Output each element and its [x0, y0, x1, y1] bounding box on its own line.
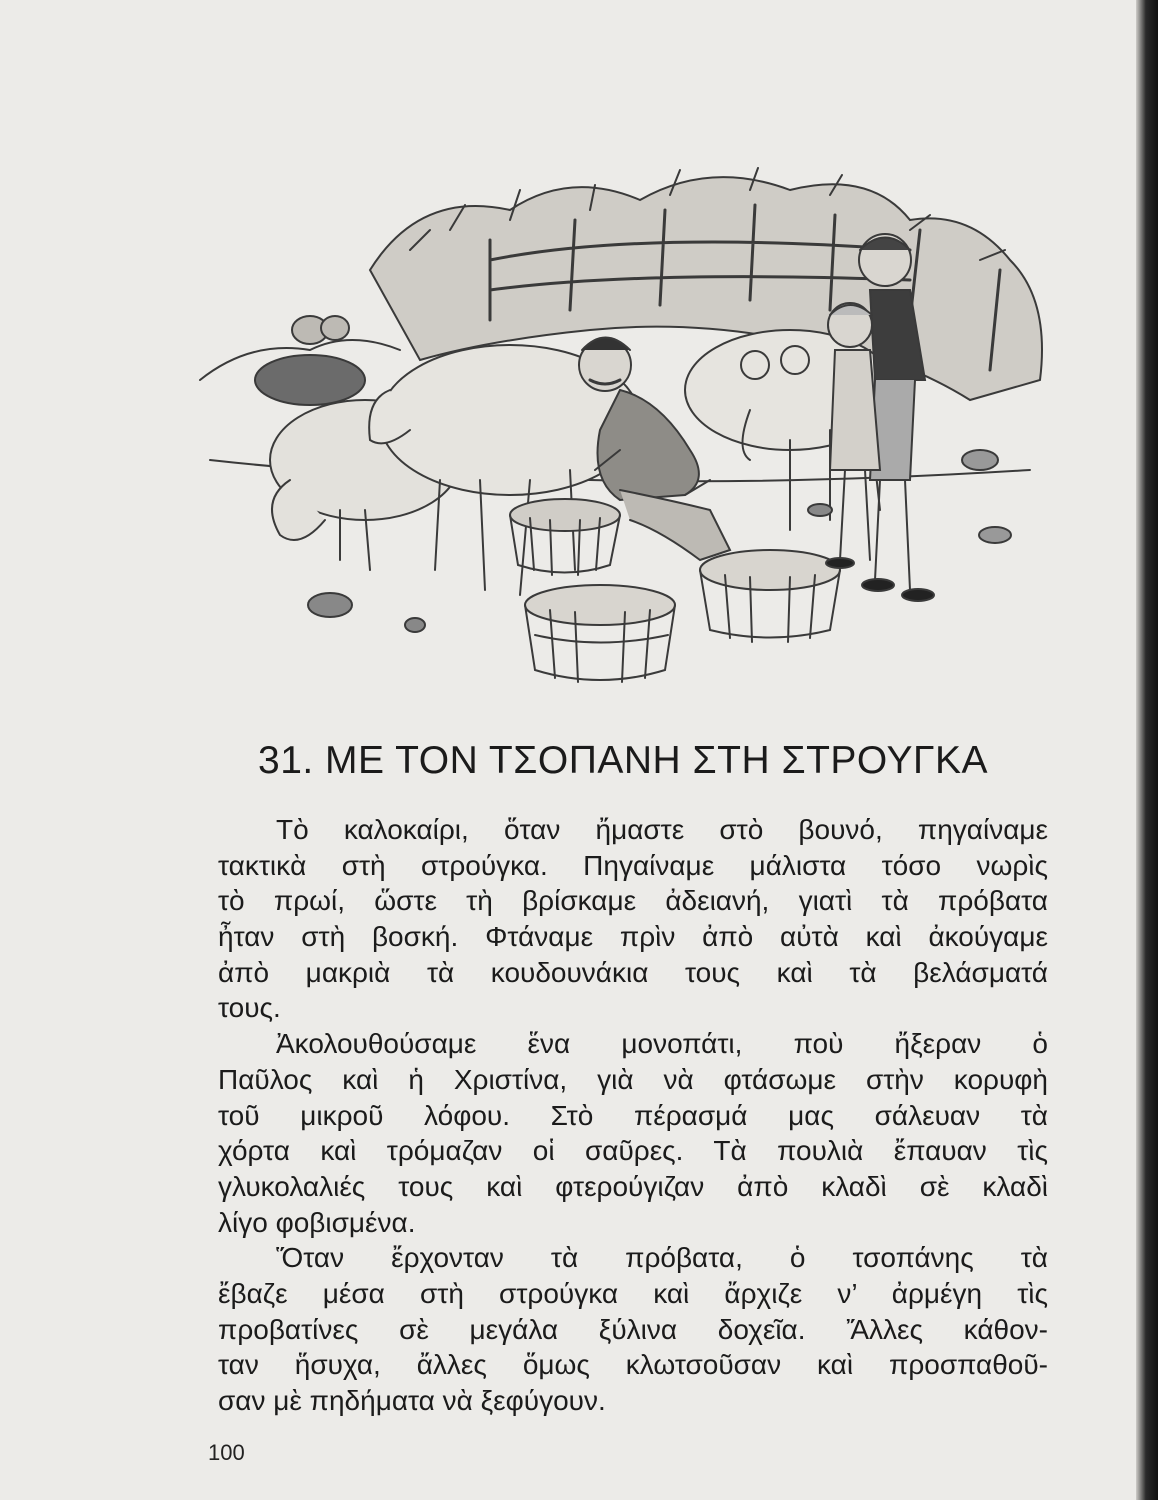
text-line: Τὸ καλοκαίρι, ὅταν ἤμαστε στὸ βουνό, πηγαίναμε	[276, 814, 1048, 845]
page-number: 100	[208, 1440, 245, 1465]
text-line: Ἀκολουθούσαμε ἕνα μονοπάτι, ποὺ ἤξεραν ὁ	[276, 1028, 1048, 1060]
paragraph-3	[218, 1240, 1048, 1418]
text-line: ἦταν στὴ βοσκή. Φτάναμε πρὶν ἀπὸ αὐτὰ καὶ ἀκούγαμε	[218, 921, 1048, 953]
text-line: τους.	[218, 992, 281, 1024]
text-line: τακτικὰ στὴ στρούγκα. Πηγαίναμε μάλιστα τόσο νωρὶς	[218, 849, 1048, 881]
text-line: χόρτα καὶ τρόμαζαν οἱ σαῦρες. Τὰ πουλιὰ ἔπαυαν τὶς	[218, 1135, 1048, 1167]
text-line: ἔβαζε μέσα στὴ στρούγκα καὶ ἄρχιζε ν’ ἀρμέγη τὶς	[218, 1277, 1048, 1309]
bucket	[510, 499, 620, 575]
text-line: σαν μὲ πηδήματα νὰ ξεφύγουν.	[218, 1385, 606, 1416]
text-line: ταν ἥσυχα, ἄλλες ὅμως κλωτσοῦσαν καὶ προσπαθοῦ-	[218, 1349, 1048, 1381]
shepherd-milking-sheep-illustration	[190, 150, 1070, 690]
bucket	[700, 550, 840, 642]
text-line: ἀπὸ μακριὰ τὰ κουδουνάκια τους καὶ τὰ βελάσματά	[218, 956, 1048, 988]
paragraph-1	[218, 812, 1048, 1026]
bucket	[525, 585, 675, 682]
page-binding-edge	[1136, 0, 1158, 1500]
text-line: λίγο φοβισμένα.	[218, 1206, 416, 1238]
text-line: Παῦλος καὶ ἡ Χριστίνα, γιὰ νὰ φτάσωμε στὴν κορυφὴ	[218, 1063, 1048, 1095]
text-line: Ὅταν ἔρχονταν τὰ πρόβατα, ὁ τσοπάνης τὰ	[276, 1242, 1048, 1274]
text-line: προβατίνες σὲ μεγάλα ξύλινα δοχεῖα. Ἄλλες κάθον-	[218, 1313, 1048, 1345]
chapter-title: 31. ΜΕ ΤΟΝ ΤΣΟΠΑΝΗ ΣΤΗ ΣΤΡΟΥΓΚΑ	[258, 739, 989, 783]
text-line: τοῦ μικροῦ λόφου. Στὸ πέρασμά μας σάλευαν τὰ	[218, 1099, 1048, 1131]
body-text	[218, 812, 1048, 1419]
text-line: γλυκολαλιές τους καὶ φτερούγιζαν ἀπὸ κλαδὶ σὲ κλαδὶ	[218, 1170, 1048, 1202]
paragraph-2	[218, 1026, 1048, 1240]
text-line: τὸ πρωί, ὥστε τὴ βρίσκαμε ἀδειανή, γιατὶ τὰ πρόβατα	[218, 885, 1048, 917]
